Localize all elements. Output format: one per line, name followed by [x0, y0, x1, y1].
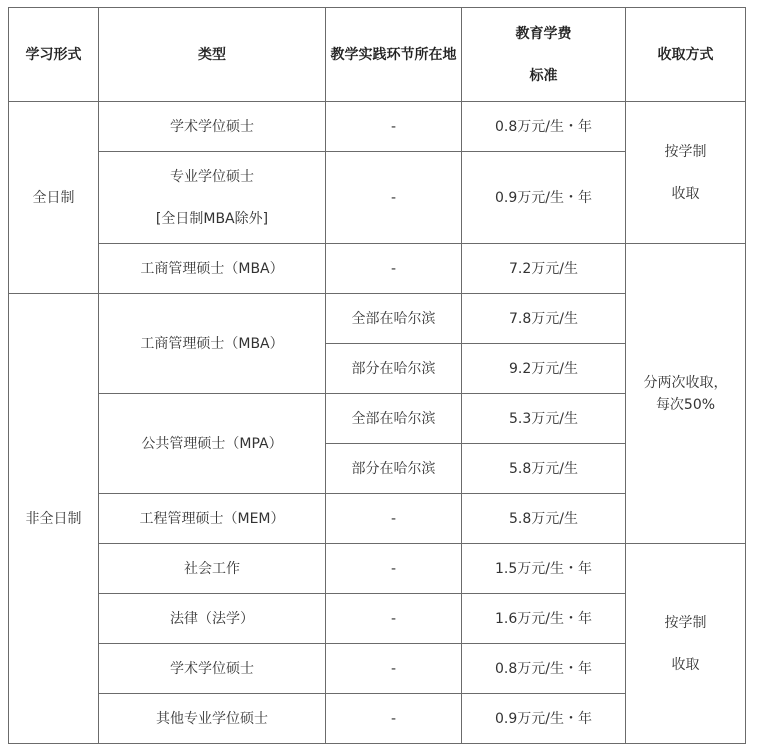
location-cell: - — [326, 494, 462, 544]
location-cell: - — [326, 244, 462, 294]
header-type: 类型 — [99, 8, 326, 102]
table-row — [9, 244, 746, 294]
table-row — [9, 102, 746, 152]
header-row — [9, 8, 746, 102]
location-cell: - — [326, 694, 462, 744]
method-line2: 收取 — [671, 656, 700, 673]
fee-cell: 1.6万元/生・年 — [462, 594, 626, 644]
fee-cell: 0.9万元/生・年 — [462, 694, 626, 744]
location-cell: - — [326, 152, 462, 244]
fee-cell: 7.8万元/生 — [462, 294, 626, 344]
method-line2: 收取 — [671, 185, 700, 202]
header-practice-location: 教学实践环节所在地 — [326, 8, 462, 102]
type-line1: 专业学位硕士 — [170, 168, 254, 185]
type-cell: 法律（法学） — [99, 594, 326, 644]
location-cell: - — [326, 102, 462, 152]
location-cell: 全部在哈尔滨 — [326, 394, 462, 444]
type-cell: 学术学位硕士 — [99, 102, 326, 152]
method-annual-2 — [626, 544, 746, 744]
type-cell — [99, 152, 326, 244]
location-cell: - — [326, 644, 462, 694]
location-cell: 部分在哈尔滨 — [326, 444, 462, 494]
tuition-fee-table — [8, 7, 746, 744]
header-study-form: 学习形式 — [9, 8, 99, 102]
type-cell: 其他专业学位硕士 — [99, 694, 326, 744]
type-cell: 公共管理硕士（MPA） — [99, 394, 326, 494]
group-fulltime: 全日制 — [9, 102, 99, 294]
type-line2: [全日制MBA除外] — [155, 210, 269, 227]
header-tuition-line1: 教育学费 — [515, 25, 572, 42]
fee-cell: 5.8万元/生 — [462, 494, 626, 544]
location-cell: - — [326, 544, 462, 594]
fee-cell: 0.8万元/生・年 — [462, 102, 626, 152]
type-cell: 工商管理硕士（MBA） — [99, 244, 326, 294]
table-row — [9, 544, 746, 594]
method-split-line2: 每次50% — [655, 396, 716, 413]
method-split — [626, 244, 746, 544]
type-cell: 学术学位硕士 — [99, 644, 326, 694]
method-line1: 按学制 — [664, 614, 707, 631]
location-cell: 全部在哈尔滨 — [326, 294, 462, 344]
method-annual-1 — [626, 102, 746, 244]
header-tuition-line2: 标准 — [529, 67, 558, 84]
header-collection-method: 收取方式 — [626, 8, 746, 102]
type-cell: 社会工作 — [99, 544, 326, 594]
header-tuition-standard — [462, 8, 626, 102]
method-split-line1: 分两次收取， — [643, 374, 728, 391]
fee-cell: 1.5万元/生・年 — [462, 544, 626, 594]
fee-cell: 5.8万元/生 — [462, 444, 626, 494]
method-line1: 按学制 — [664, 143, 707, 160]
fee-cell: 0.9万元/生・年 — [462, 152, 626, 244]
fee-cell: 0.8万元/生・年 — [462, 644, 626, 694]
fee-cell: 7.2万元/生 — [462, 244, 626, 294]
fee-cell: 5.3万元/生 — [462, 394, 626, 444]
type-cell: 工商管理硕士（MBA） — [99, 294, 326, 394]
type-cell: 工程管理硕士（MEM） — [99, 494, 326, 544]
fee-cell: 9.2万元/生 — [462, 344, 626, 394]
group-parttime: 非全日制 — [9, 294, 99, 744]
location-cell: - — [326, 594, 462, 644]
location-cell: 部分在哈尔滨 — [326, 344, 462, 394]
